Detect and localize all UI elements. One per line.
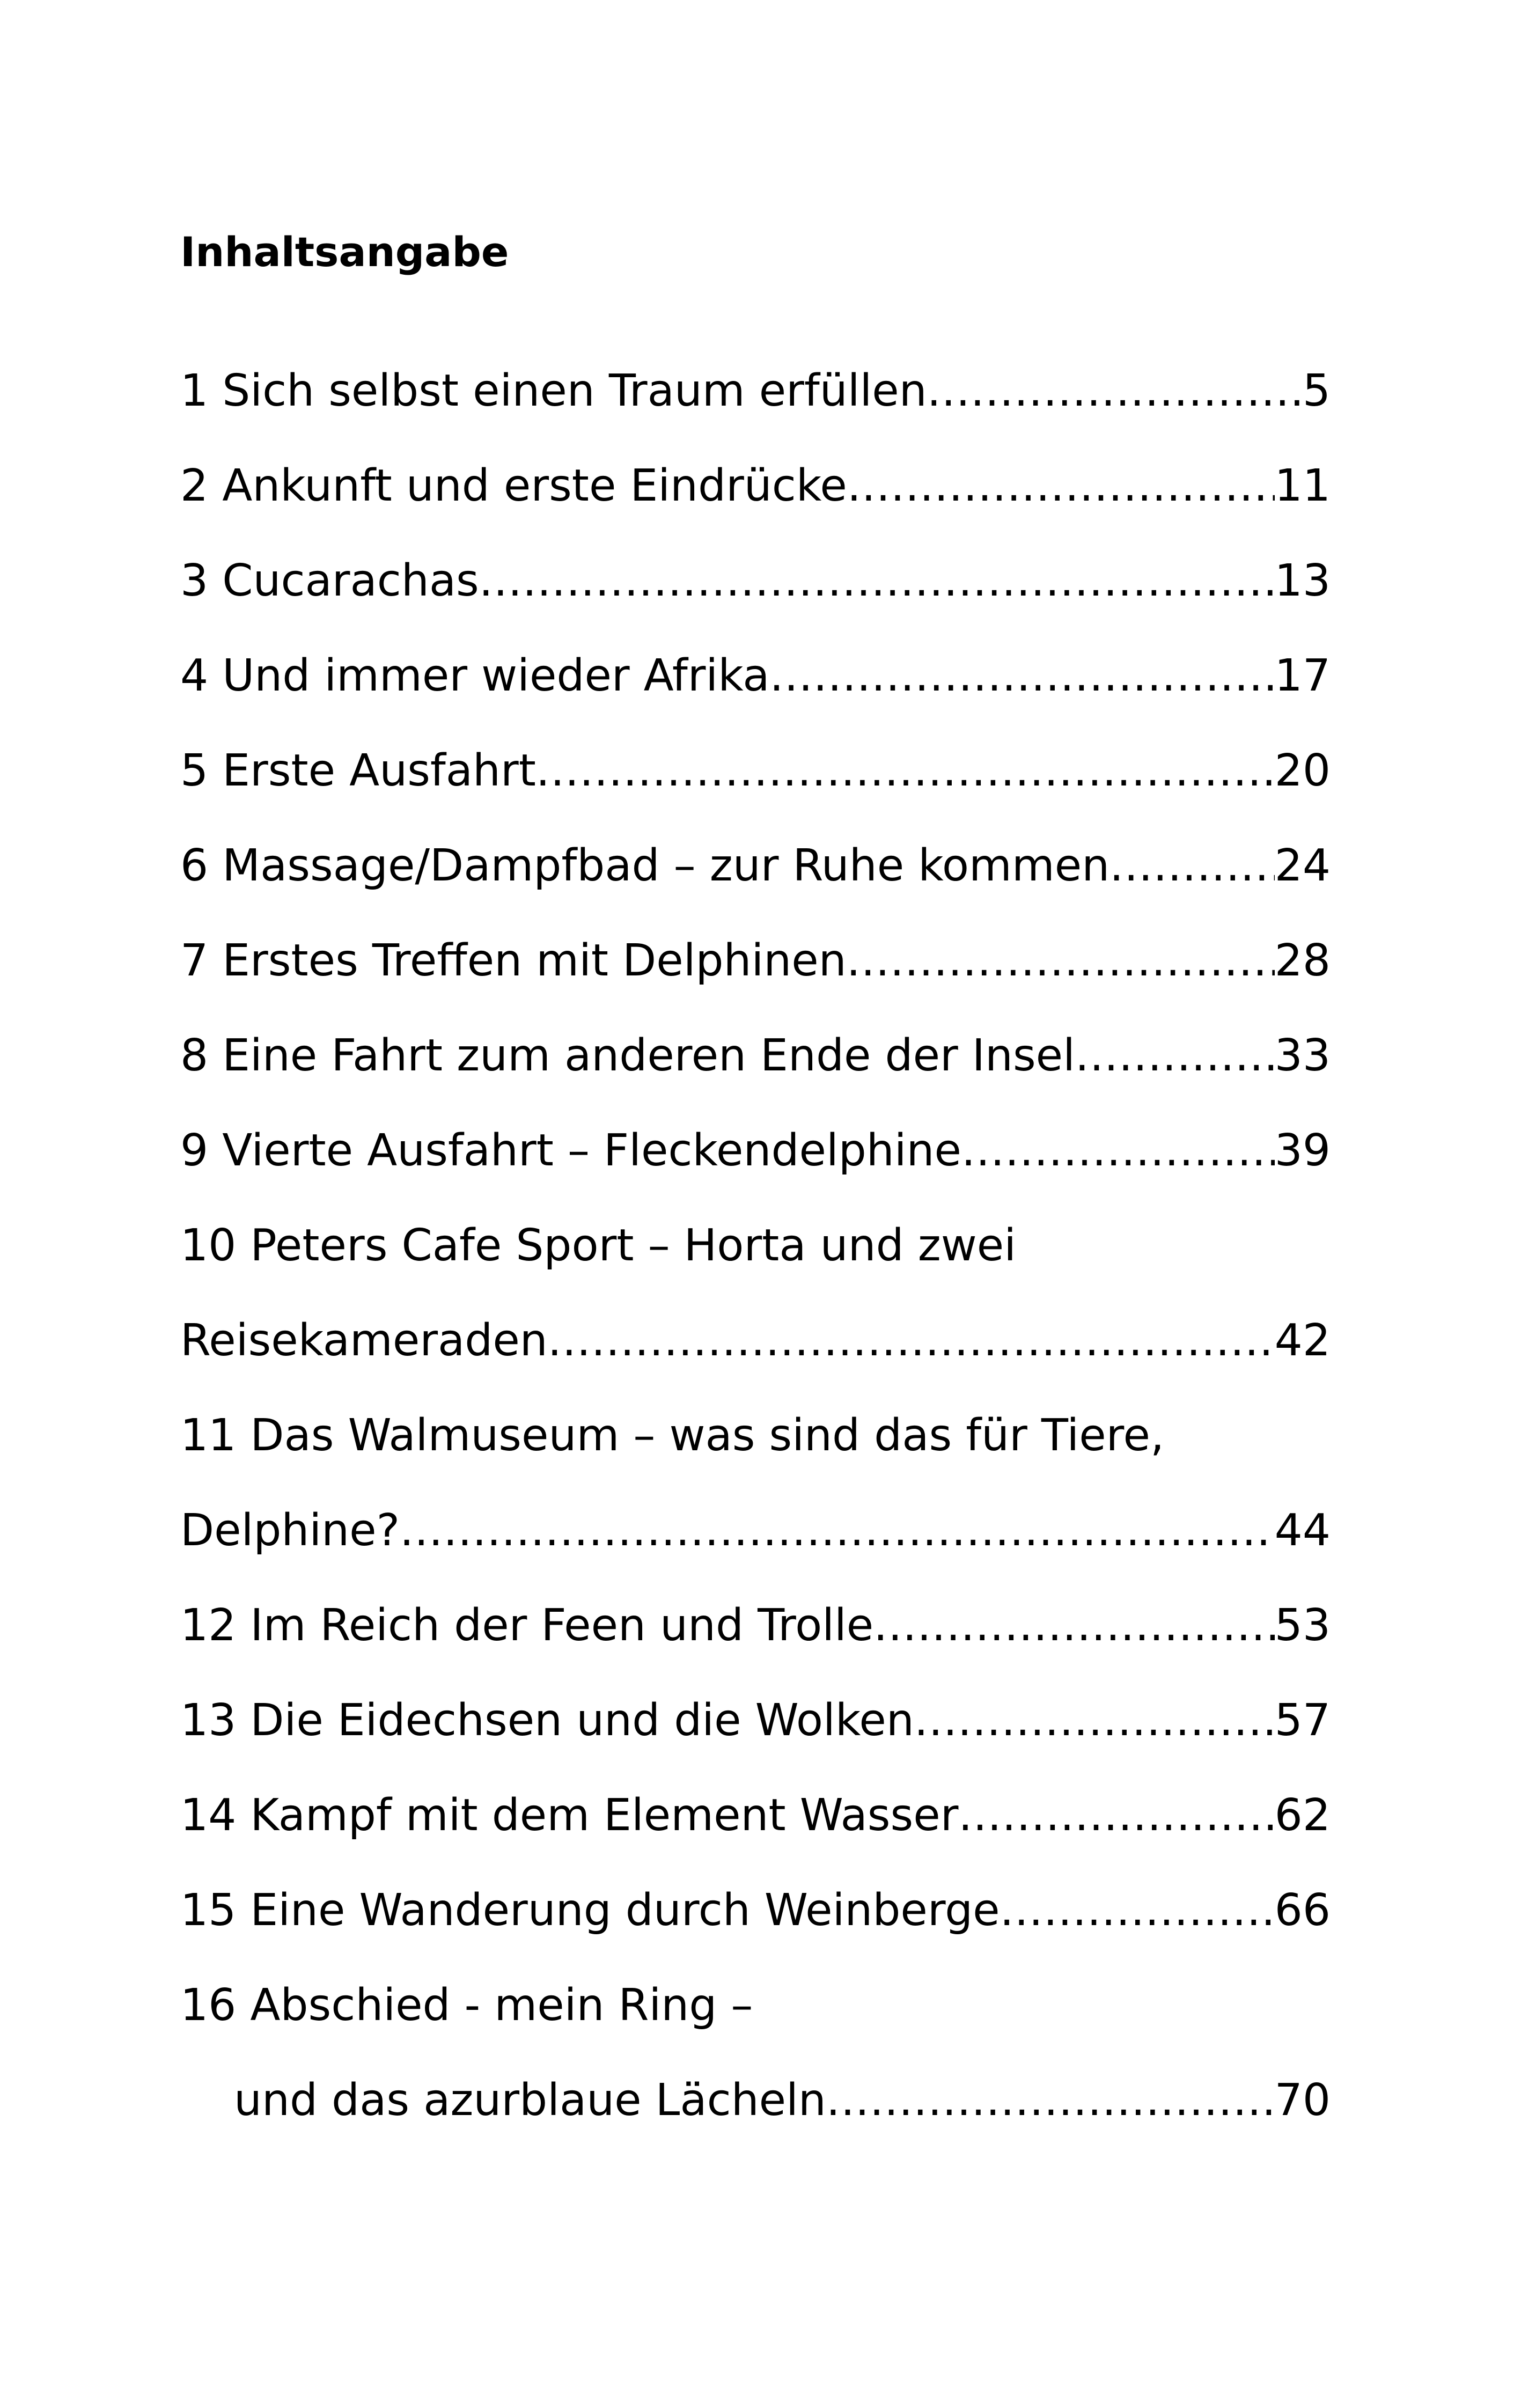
toc-entry-continued xyxy=(180,1388,1331,1483)
toc-entry xyxy=(180,1483,1331,1578)
toc-entry-page: 28 xyxy=(1274,935,1331,986)
toc-entry-text: 10 Peters Cafe Sport – Horta und zwei xyxy=(180,1220,1017,1271)
toc-entry-text: 15 Eine Wanderung durch Weinberge xyxy=(180,1884,1000,1936)
toc-entry-text: 16 Abschied - mein Ring – xyxy=(180,1979,753,2031)
dot-leader xyxy=(847,931,1275,990)
dot-leader xyxy=(400,1501,1275,1560)
toc-entry-text: 9 Vierte Ausfahrt – Fleckendelphine xyxy=(180,1125,961,1176)
dot-leader xyxy=(873,1596,1274,1655)
toc-entry-page: 62 xyxy=(1274,1789,1331,1841)
toc-entry-page: 39 xyxy=(1274,1125,1331,1176)
toc-entry-page: 44 xyxy=(1274,1504,1331,1556)
toc-entry-page: 17 xyxy=(1274,650,1331,701)
toc-entry xyxy=(180,438,1331,533)
toc-entry-text: 8 Eine Fahrt zum anderen Ende der Insel xyxy=(180,1030,1075,1081)
toc-entry xyxy=(180,913,1331,1008)
dot-leader xyxy=(548,1311,1275,1370)
toc-entry-page: 66 xyxy=(1274,1884,1331,1936)
table-of-contents xyxy=(180,343,1331,2148)
toc-entry-continued xyxy=(180,1958,1331,2053)
toc-entry xyxy=(180,533,1331,628)
toc-entry-continued xyxy=(180,1198,1331,1293)
toc-entry xyxy=(180,1008,1331,1103)
dot-leader xyxy=(961,1121,1275,1180)
toc-entry-text: und das azurblaue Lächeln xyxy=(234,2074,826,2126)
toc-entry-text: Delphine? xyxy=(180,1504,400,1556)
toc-entry-page: 24 xyxy=(1274,840,1331,891)
toc-entry-page: 20 xyxy=(1274,745,1331,796)
toc-title: Inhaltsangabe xyxy=(180,228,509,276)
toc-entry xyxy=(180,1768,1331,1863)
toc-entry-page: 70 xyxy=(1274,2074,1331,2126)
toc-entry-text: 5 Erste Ausfahrt xyxy=(180,745,536,796)
toc-entry-text: 11 Das Walmuseum – was sind das für Tiere, xyxy=(180,1409,1165,1461)
toc-entry-page: 42 xyxy=(1274,1315,1331,1366)
dot-leader xyxy=(770,647,1275,706)
toc-entry-text: 3 Cucarachas xyxy=(180,555,479,606)
dot-leader xyxy=(1000,1881,1275,1940)
dot-leader xyxy=(1075,1026,1275,1085)
toc-entry-text: 1 Sich selbst einen Traum erfüllen xyxy=(180,365,927,416)
toc-entry xyxy=(180,628,1331,723)
toc-entry xyxy=(180,818,1331,913)
toc-entry xyxy=(180,1103,1331,1198)
toc-entry-text: 2 Ankunft und erste Eindrücke xyxy=(180,460,847,511)
toc-entry-page: 13 xyxy=(1274,555,1331,606)
dot-leader xyxy=(927,362,1303,421)
dot-leader xyxy=(826,2071,1275,2130)
dot-leader xyxy=(914,1691,1275,1750)
toc-entry-text: 13 Die Eidechsen und die Wolken xyxy=(180,1694,914,1746)
toc-entry-text: Reisekameraden xyxy=(180,1315,548,1366)
toc-entry-page: 57 xyxy=(1274,1694,1331,1746)
dot-leader xyxy=(958,1786,1274,1845)
toc-entry-page: 53 xyxy=(1274,1599,1331,1651)
toc-entry-text: 4 Und immer wieder Afrika xyxy=(180,650,770,701)
dot-leader xyxy=(1109,836,1274,895)
dot-leader xyxy=(536,742,1275,801)
toc-entry-page: 11 xyxy=(1274,460,1331,511)
dot-leader xyxy=(847,457,1275,516)
toc-entry-text: 12 Im Reich der Feen und Trolle xyxy=(180,1599,874,1651)
toc-entry xyxy=(180,1673,1331,1768)
toc-entry xyxy=(180,2053,1331,2148)
toc-entry xyxy=(180,1863,1331,1958)
toc-entry-text: 14 Kampf mit dem Element Wasser xyxy=(180,1789,959,1841)
toc-entry-page: 5 xyxy=(1302,365,1331,416)
toc-entry-text: 7 Erstes Treffen mit Delphinen xyxy=(180,935,847,986)
toc-entry xyxy=(180,343,1331,438)
toc-entry xyxy=(180,723,1331,818)
dot-leader xyxy=(479,552,1275,611)
toc-entry xyxy=(180,1578,1331,1673)
toc-entry xyxy=(180,1293,1331,1388)
toc-entry-text: 6 Massage/Dampfbad – zur Ruhe kommen xyxy=(180,840,1110,891)
toc-entry-page: 33 xyxy=(1274,1030,1331,1081)
